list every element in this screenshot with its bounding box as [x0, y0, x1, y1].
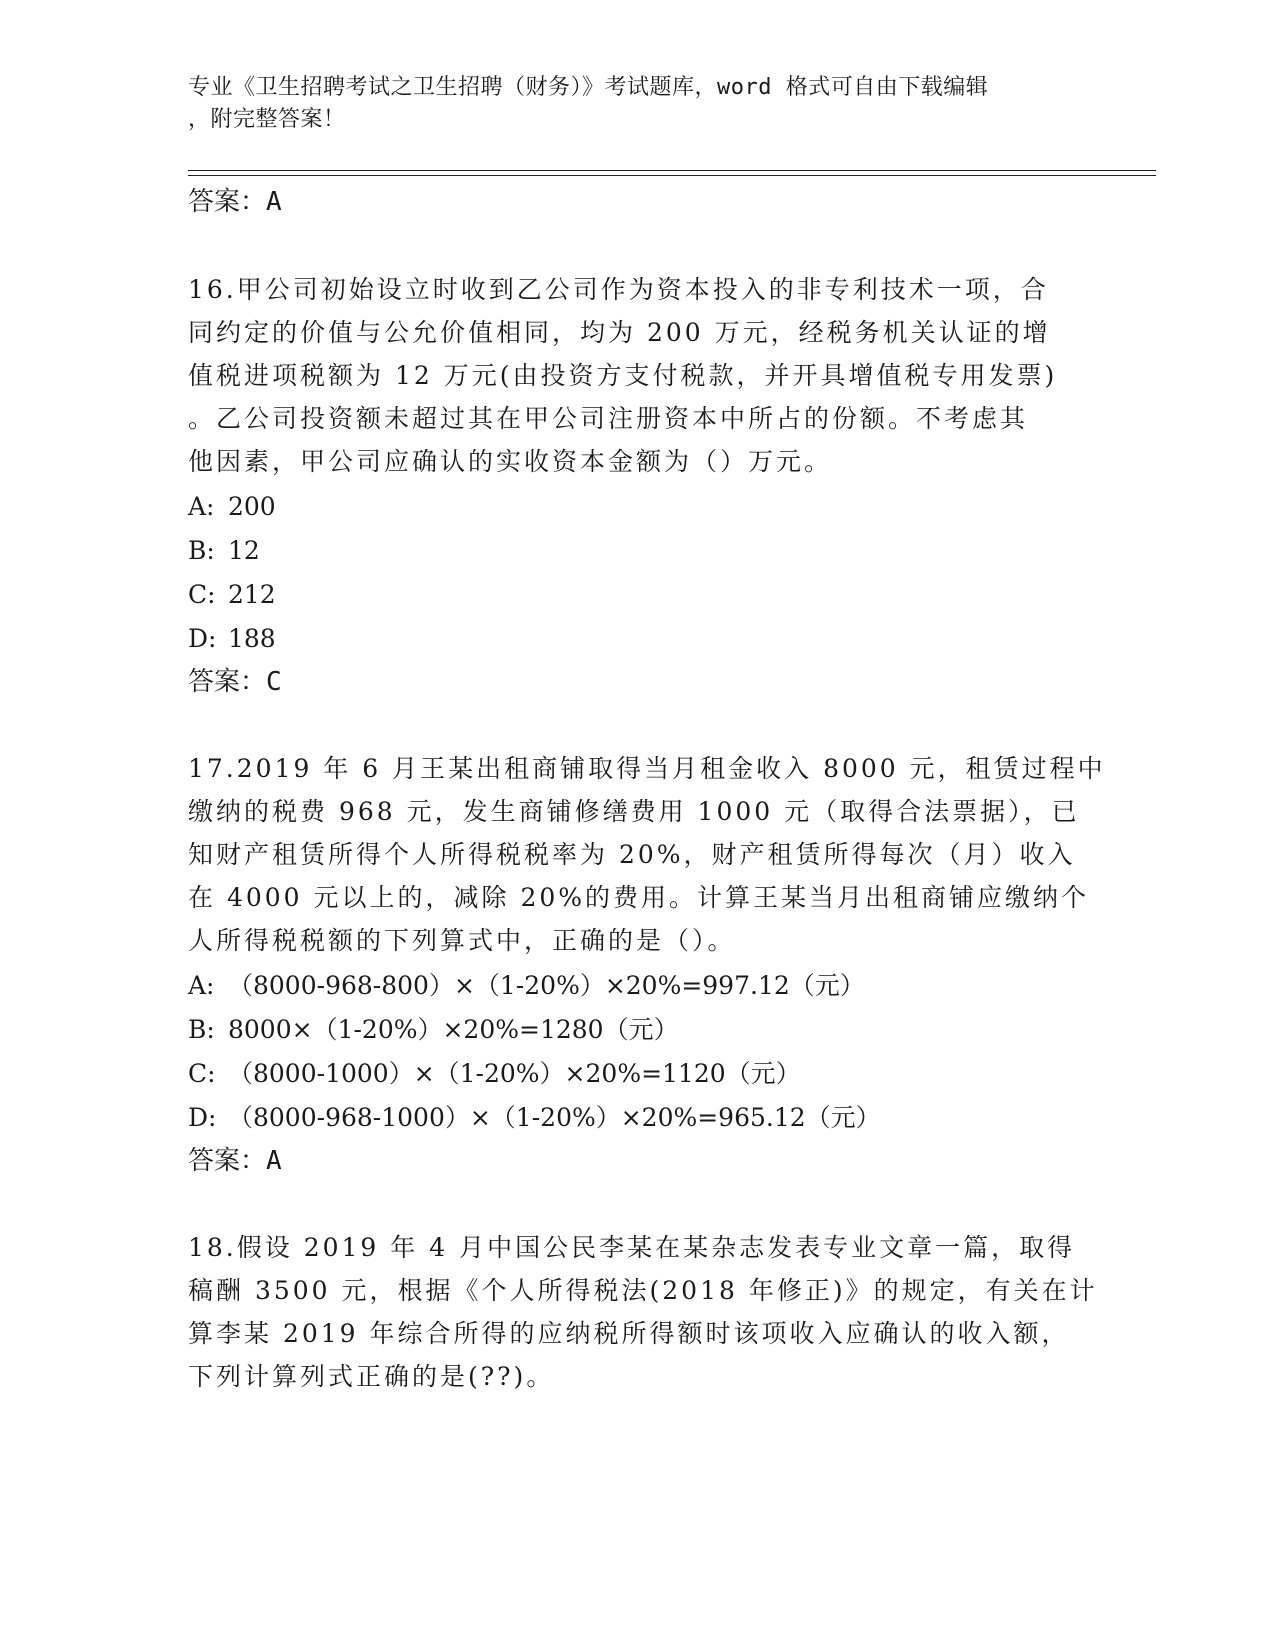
option-label: A:	[188, 971, 215, 1000]
question-16-option-c	[188, 577, 276, 613]
question-16-line-4: 。乙公司投资额未超过其在甲公司注册资本中所占的份额。不考虑其	[188, 404, 1029, 433]
question-17-answer: 答案：A	[188, 1146, 282, 1176]
answer-previous: 答案：A	[188, 187, 282, 217]
question-16-line-5: 他因素，甲公司应确认的实收资本金额为（）万元。	[188, 447, 833, 476]
option-text: 188	[228, 624, 276, 653]
option-text: 212	[228, 580, 276, 609]
question-16-line-2: 同约定的价值与公允价值相同，均为 200 万元，经税务机关认证的增	[188, 318, 1051, 347]
question-17-line-5: 人所得税税额的下列算式中，正确的是（）。	[188, 926, 736, 955]
question-17-line-1: 17.2019 年 6 月王某出租商铺取得当月租金收入 8000 元，租赁过程中	[188, 754, 1106, 783]
question-17-option-a	[188, 968, 865, 1004]
option-label: C:	[188, 580, 216, 609]
question-16-line-3: 值税进项税额为 12 万元(由投资方支付税款，并开具增值税专用发票)	[188, 361, 1058, 390]
question-17-option-d	[188, 1100, 881, 1136]
option-text: 8000×（1-20%）×20%=1280（元）	[228, 1015, 679, 1044]
option-label: B:	[188, 536, 215, 565]
header-divider-top	[188, 170, 1156, 171]
question-17-line-4: 在 4000 元以上的，减除 20%的费用。计算王某当月出租商铺应缴纳个	[188, 883, 1090, 912]
header-text-line-2: ，附完整答案！	[188, 107, 346, 132]
option-text: 12	[228, 536, 260, 565]
option-text: 200	[228, 492, 276, 521]
option-text: （8000-1000）×（1-20%）×20%=1120（元）	[228, 1059, 801, 1088]
question-16-option-d	[188, 621, 276, 657]
question-16-answer: 答案：C	[188, 667, 282, 697]
question-16-line-1: 16.甲公司初始设立时收到乙公司作为资本投入的非专利技术一项，合	[188, 275, 1049, 304]
question-17-line-2: 缴纳的税费 968 元，发生商铺修缮费用 1000 元（取得合法票据），已	[188, 797, 1080, 826]
option-label: A:	[188, 492, 215, 521]
option-label: C:	[188, 1059, 216, 1088]
question-18-line-1: 18.假设 2019 年 4 月中国公民李某在某杂志发表专业文章一篇，取得	[188, 1233, 1076, 1262]
option-text: （8000-968-800）×（1-20%）×20%=997.12（元）	[228, 971, 865, 1000]
question-16-option-a	[188, 489, 276, 525]
question-17-option-b	[188, 1012, 679, 1048]
option-text: （8000-968-1000）×（1-20%）×20%=965.12（元）	[228, 1103, 881, 1132]
question-18-line-3: 算李某 2019 年综合所得的应纳税所得额时该项收入应确认的收入额，	[188, 1319, 1070, 1348]
question-18-line-2: 稿酬 3500 元，根据《个人所得税法(2018 年修正)》的规定，有关在计	[188, 1276, 1098, 1305]
header-text-line-1: 专业《卫生招聘考试之卫生招聘（财务）》考试题库，word 格式可自由下载编辑	[188, 75, 989, 100]
question-17-option-c	[188, 1056, 801, 1092]
header-divider-bottom	[188, 175, 1156, 176]
option-label: B:	[188, 1015, 215, 1044]
question-18-line-4: 下列计算列式正确的是(??)。	[188, 1362, 555, 1391]
question-17-line-3: 知财产租赁所得个人所得税税率为 20%，财产租赁所得每次（月）收入	[188, 840, 1076, 869]
option-label: D:	[188, 1103, 217, 1132]
question-16-option-b	[188, 533, 260, 569]
option-label: D:	[188, 624, 217, 653]
